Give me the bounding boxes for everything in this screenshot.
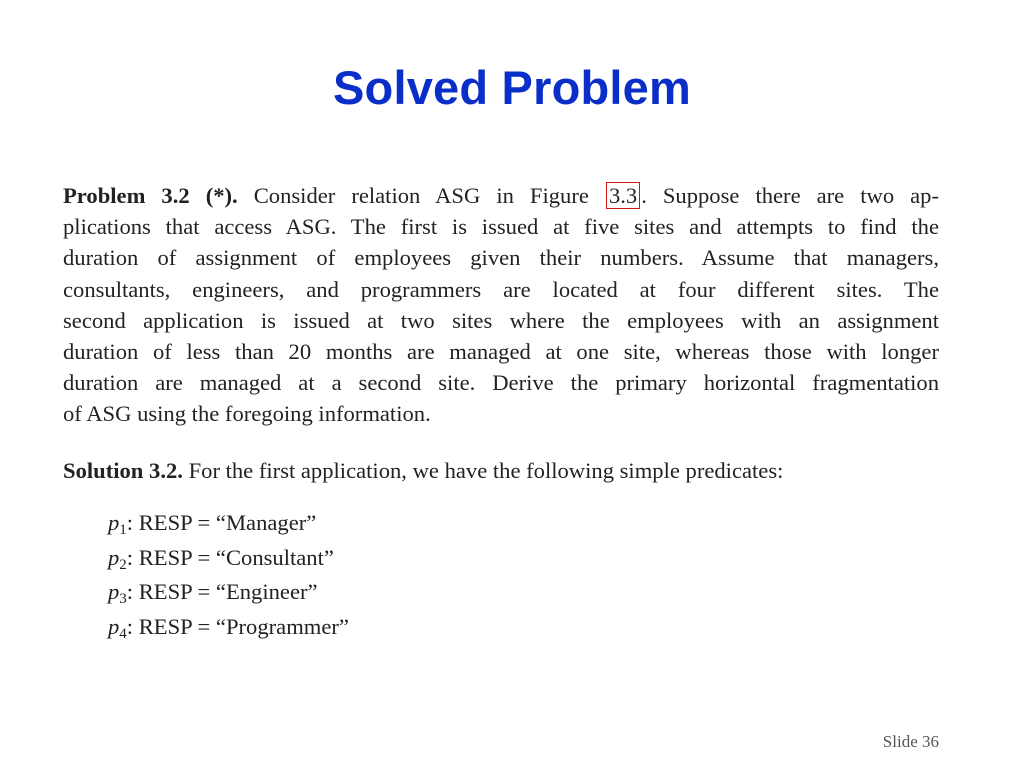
predicate-variable: p (108, 510, 120, 535)
problem-line: duration of less than 20 months are managed at one site, whereas those with longer (63, 339, 939, 365)
predicate-text: : RESP = “Programmer” (126, 613, 349, 639)
problem-line: duration of assignment of employees given their numbers. Assume that managers, (63, 245, 939, 271)
predicate-text: : RESP = “Manager” (126, 510, 317, 535)
problem-line: duration are managed at a second site. Derive the primary horizontal fragmentation (63, 370, 939, 396)
predicate-subscript: 3 (119, 591, 127, 607)
problem-statement (63, 180, 939, 430)
problem-line: plications that access ASG. The first is issued at five sites and attempts to find the (63, 214, 939, 240)
predicate-variable: p (108, 579, 120, 604)
predicate-subscript: 2 (119, 556, 127, 573)
predicate-subscript: 1 (119, 522, 127, 538)
predicate-text: : RESP = “Consultant” (126, 544, 334, 570)
problem-line: of ASG using the foregoing information. (63, 401, 431, 427)
problem-label: Problem 3.2 (*). (63, 183, 238, 208)
predicate-item (108, 541, 349, 576)
predicate-list (108, 506, 349, 644)
predicate-subscript: 4 (119, 625, 127, 642)
slide-title: Solved Problem (332, 61, 691, 114)
predicate-variable: p (108, 613, 120, 639)
predicate-item (108, 575, 349, 610)
solution-statement (63, 455, 939, 486)
predicate-item (108, 506, 349, 541)
problem-line: second application is issued at two sites where the employees with an assignment (63, 307, 939, 333)
problem-line (63, 180, 939, 211)
predicate-item (108, 610, 349, 645)
solution-text: For the first application, we have the following simple predicates: (188, 458, 784, 483)
problem-line1-end: . Suppose there are two ap- (641, 183, 939, 208)
slide-number: Slide 36 (882, 732, 939, 751)
solution-label: Solution 3.2. (63, 458, 183, 483)
predicate-variable: p (108, 544, 120, 570)
figure-reference-link[interactable]: 3.3 (606, 182, 640, 209)
problem-line1-text: Consider relation ASG in Figure (253, 183, 589, 208)
problem-line: consultants, engineers, and programmers are located at four different sites. The (63, 276, 939, 302)
predicate-text: : RESP = “Engineer” (126, 579, 318, 604)
